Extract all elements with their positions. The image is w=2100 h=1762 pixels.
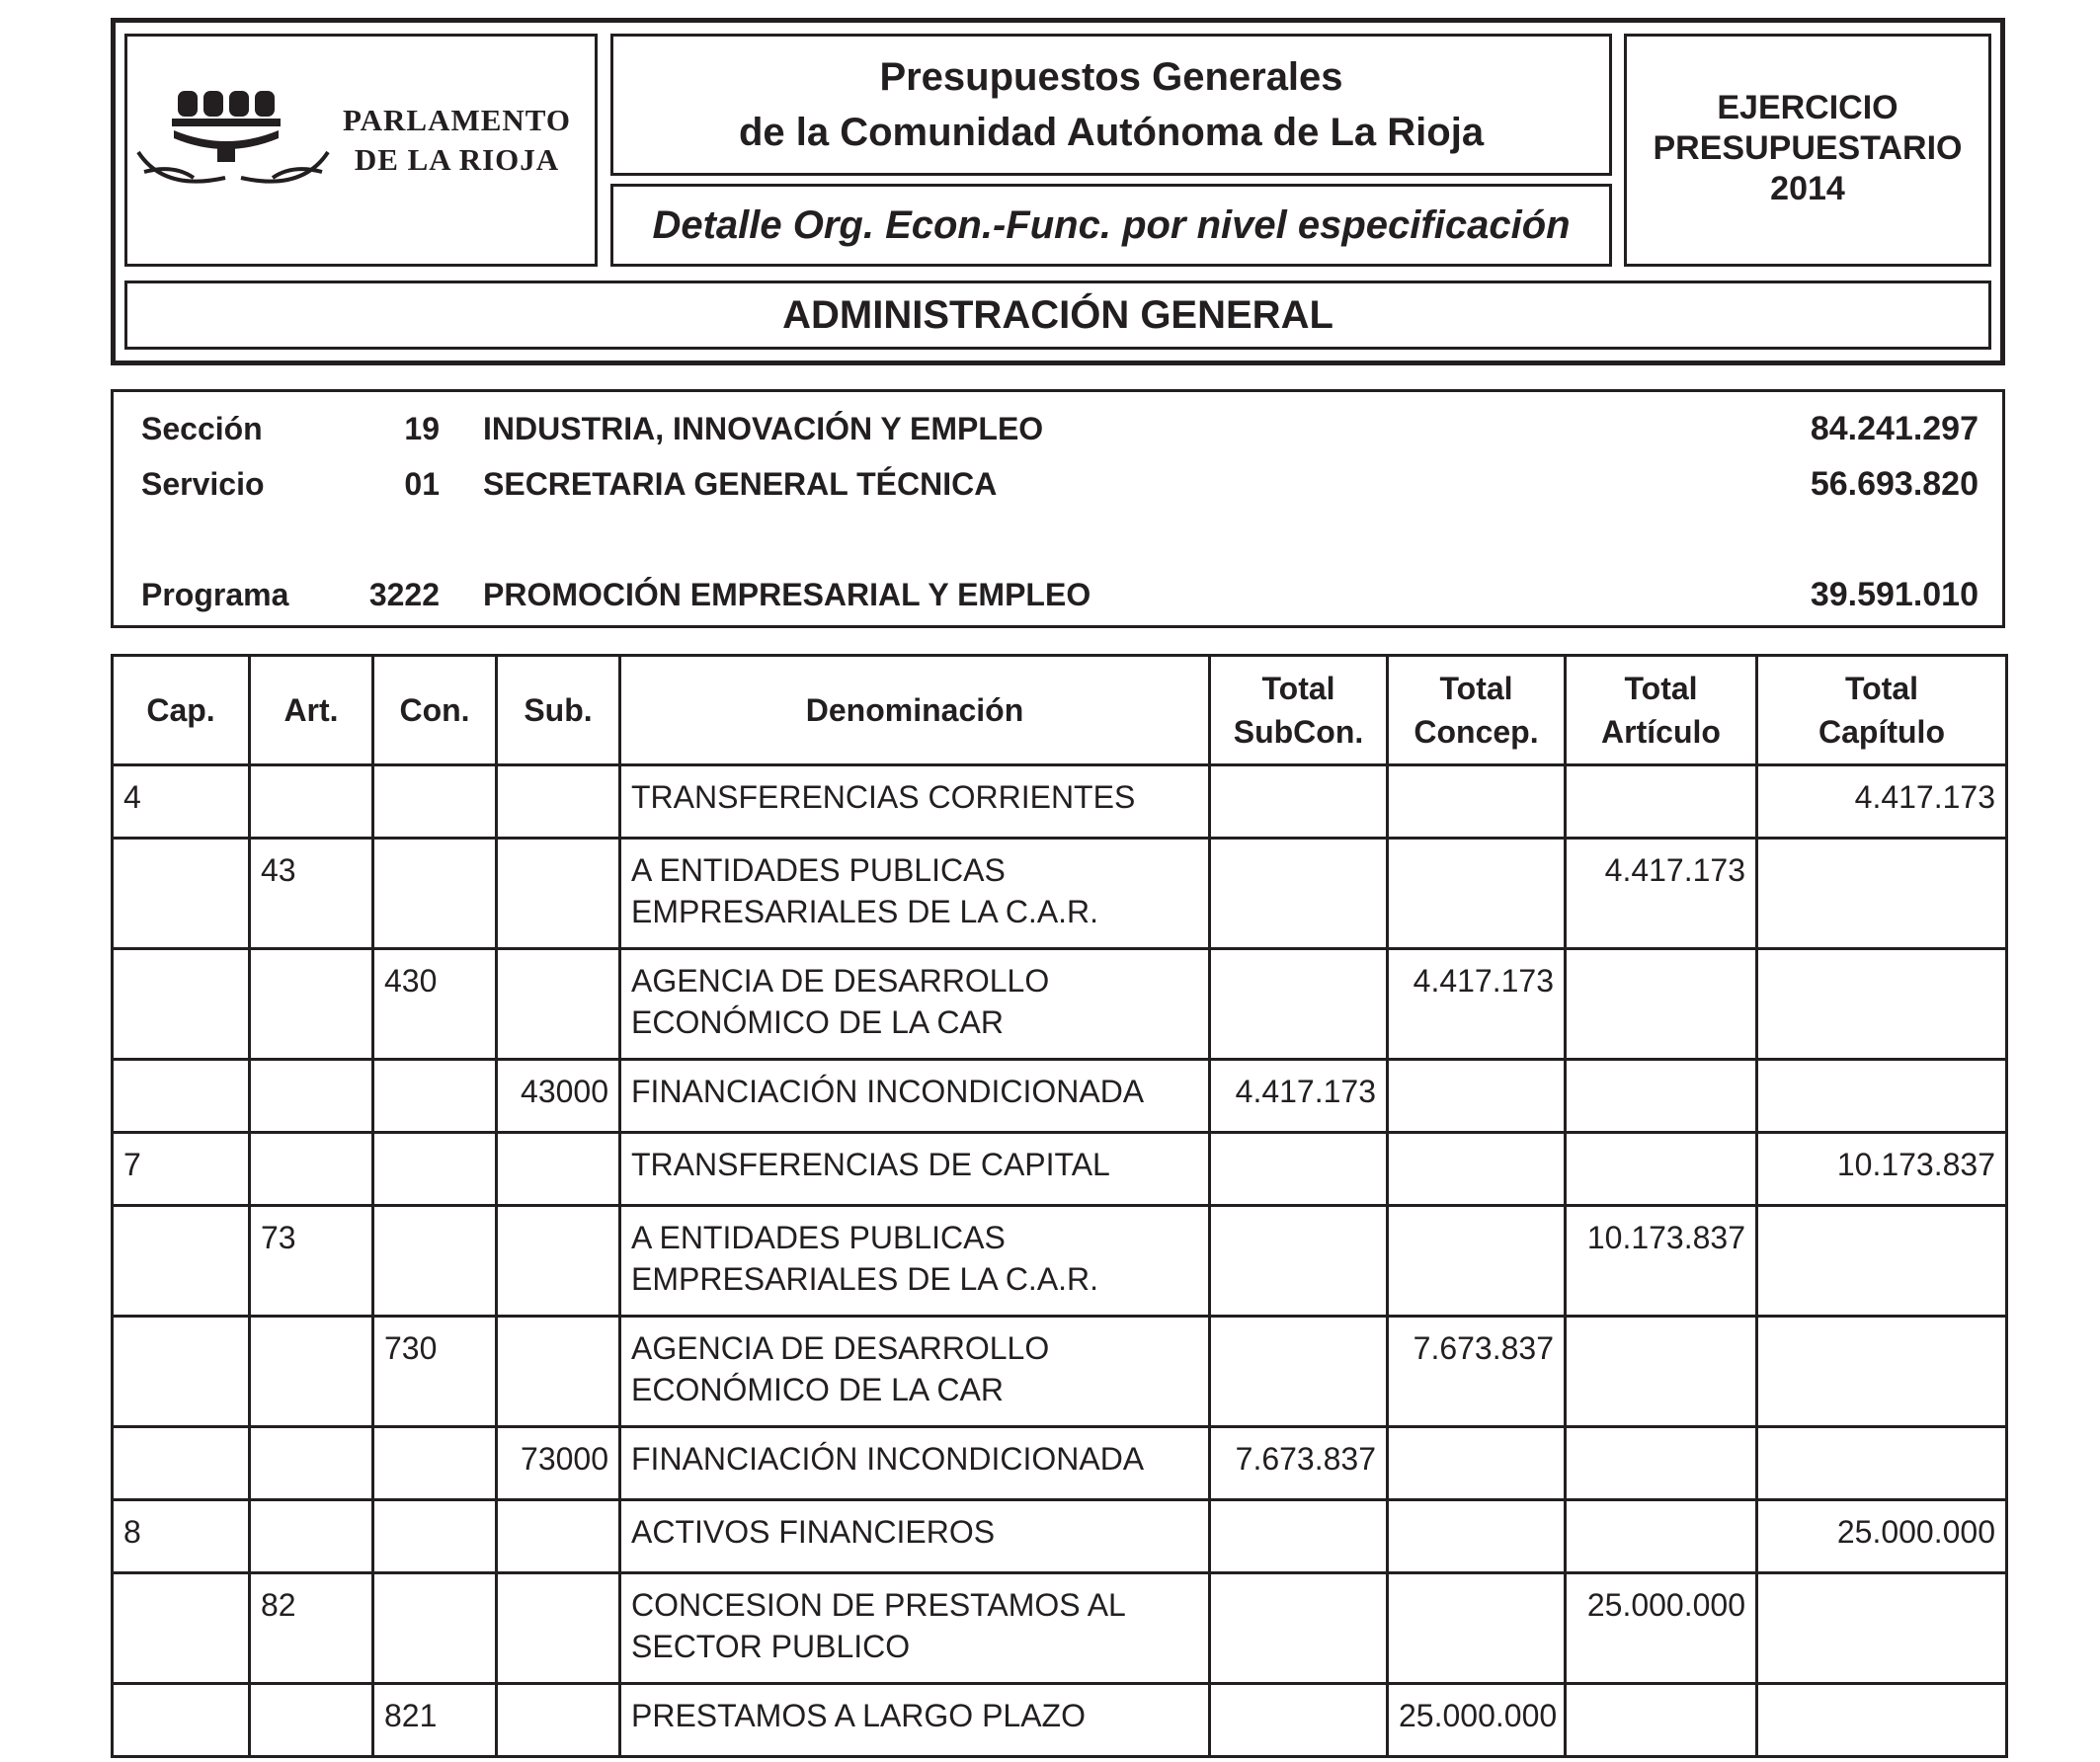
table-row <box>113 949 2007 1060</box>
cell-total-concep: 7.673.837 <box>1388 1317 1566 1427</box>
cell-total-articulo <box>1566 1133 1757 1206</box>
cell-sub <box>497 839 620 949</box>
seccion-code: 19 <box>404 411 440 446</box>
cell-total-subcon <box>1210 1573 1388 1684</box>
cell-cap <box>113 1427 250 1500</box>
cell-art <box>250 765 373 839</box>
cell-total-subcon <box>1210 1317 1388 1427</box>
cell-con <box>373 765 497 839</box>
cell-sub <box>497 1133 620 1206</box>
cell-art <box>250 1427 373 1500</box>
cell-total-subcon <box>1210 1684 1388 1757</box>
servicio-label: Servicio <box>141 466 265 502</box>
cell-total-concep <box>1388 1500 1566 1573</box>
cell-total-subcon <box>1210 1500 1388 1573</box>
cell-con <box>373 1206 497 1317</box>
cell-art <box>250 1684 373 1757</box>
cell-sub <box>497 1206 620 1317</box>
cell-cap <box>113 949 250 1060</box>
header-total-concep <box>1388 656 1566 765</box>
cell-sub <box>497 949 620 1060</box>
cell-art: 43 <box>250 839 373 949</box>
cell-con <box>373 1427 497 1500</box>
cell-cap: 7 <box>113 1133 250 1206</box>
seccion-label: Sección <box>141 411 263 446</box>
cell-cap: 8 <box>113 1500 250 1573</box>
header-con: Con. <box>373 656 497 765</box>
cell-total-capitulo <box>1757 1317 2007 1427</box>
cell-denominacion: AGENCIA DE DESARROLLO ECONÓMICO DE LA CAR <box>620 1317 1210 1427</box>
cell-total-capitulo <box>1757 949 2007 1060</box>
cell-con <box>373 1573 497 1684</box>
cell-denominacion: PRESTAMOS A LARGO PLAZO <box>620 1684 1210 1757</box>
servicio-row <box>114 459 2002 509</box>
ejercicio-line1: EJERCICIO <box>1717 89 1898 126</box>
budget-table <box>111 654 2008 1758</box>
cell-cap <box>113 1573 250 1684</box>
cell-total-subcon <box>1210 1133 1388 1206</box>
cell-total-concep: 4.417.173 <box>1388 949 1566 1060</box>
page-title-line2: de la Comunidad Autónoma de La Rioja <box>738 111 1485 154</box>
cell-cap <box>113 1206 250 1317</box>
cell-sub <box>497 1500 620 1573</box>
cell-total-concep <box>1388 1427 1566 1500</box>
cell-total-capitulo: 4.417.173 <box>1757 765 2007 839</box>
cell-total-articulo <box>1566 1427 1757 1500</box>
page-title-line1: Presupuestos Generales <box>879 55 1343 99</box>
cell-denominacion: FINANCIACIÓN INCONDICIONADA <box>620 1060 1210 1133</box>
cell-total-articulo <box>1566 1684 1757 1757</box>
cell-art <box>250 1317 373 1427</box>
programa-name: PROMOCIÓN EMPRESARIAL Y EMPLEO <box>483 577 1091 612</box>
cell-total-articulo <box>1566 949 1757 1060</box>
cell-total-subcon <box>1210 839 1388 949</box>
logo-text-line1: PARLAMENTO <box>342 103 572 137</box>
logo-text <box>336 101 578 180</box>
header-total-capitulo-line1: Total <box>1844 671 1919 706</box>
cell-total-concep <box>1388 1206 1566 1317</box>
section-summary <box>111 389 2005 628</box>
cell-con: 821 <box>373 1684 497 1757</box>
table-row <box>113 1684 2007 1757</box>
cell-sub <box>497 1684 620 1757</box>
header-total-concep-line1: Total <box>1439 671 1513 706</box>
cell-denominacion: ACTIVOS FINANCIEROS <box>620 1500 1210 1573</box>
cell-total-capitulo <box>1757 1206 2007 1317</box>
cell-cap <box>113 1317 250 1427</box>
table-row <box>113 1133 2007 1206</box>
cell-sub <box>497 765 620 839</box>
cell-denominacion: AGENCIA DE DESARROLLO ECONÓMICO DE LA CAR <box>620 949 1210 1060</box>
cell-cap <box>113 1684 250 1757</box>
header-total-subcon <box>1210 656 1388 765</box>
cell-sub: 43000 <box>497 1060 620 1133</box>
cell-total-subcon: 7.673.837 <box>1210 1427 1388 1500</box>
table-row <box>113 1206 2007 1317</box>
header-total-subcon-line1: Total <box>1261 671 1335 706</box>
cell-con <box>373 1060 497 1133</box>
cell-total-capitulo <box>1757 1060 2007 1133</box>
cell-total-subcon: 4.417.173 <box>1210 1060 1388 1133</box>
header-sub: Sub. <box>497 656 620 765</box>
admin-title: ADMINISTRACIÓN GENERAL <box>782 292 1333 337</box>
table-row <box>113 1427 2007 1500</box>
table-row <box>113 839 2007 949</box>
programa-label: Programa <box>141 577 289 612</box>
cell-total-concep <box>1388 765 1566 839</box>
cell-con <box>373 1133 497 1206</box>
cell-con <box>373 1500 497 1573</box>
cell-total-articulo <box>1566 1060 1757 1133</box>
programa-amount: 39.591.010 <box>1810 576 1979 613</box>
cell-total-articulo <box>1566 1500 1757 1573</box>
page-subtitle: Detalle Org. Econ.-Func. por nivel especificación <box>652 202 1571 247</box>
cell-total-articulo: 4.417.173 <box>1566 839 1757 949</box>
header-total-subcon-line2: SubCon. <box>1233 714 1364 750</box>
cell-total-concep <box>1388 1573 1566 1684</box>
programa-code: 3222 <box>368 577 440 612</box>
seccion-amount: 84.241.297 <box>1810 410 1979 447</box>
table-header-row <box>113 656 2007 765</box>
cell-total-subcon <box>1210 1206 1388 1317</box>
header-total-capitulo-line2: Capítulo <box>1818 714 1945 750</box>
cell-art: 82 <box>250 1573 373 1684</box>
cell-total-subcon <box>1210 949 1388 1060</box>
seccion-name: INDUSTRIA, INNOVACIÓN Y EMPLEO <box>483 411 1044 446</box>
cell-denominacion: TRANSFERENCIAS CORRIENTES <box>620 765 1210 839</box>
cell-total-articulo: 25.000.000 <box>1566 1573 1757 1684</box>
cell-total-concep <box>1388 839 1566 949</box>
header-total-articulo <box>1566 656 1757 765</box>
cell-total-capitulo <box>1757 1684 2007 1757</box>
cell-sub <box>497 1573 620 1684</box>
servicio-name: SECRETARIA GENERAL TÉCNICA <box>483 466 998 502</box>
header-art: Art. <box>250 656 373 765</box>
cell-total-capitulo <box>1757 1573 2007 1684</box>
cell-cap <box>113 839 250 949</box>
cell-total-articulo: 10.173.837 <box>1566 1206 1757 1317</box>
cell-art: 73 <box>250 1206 373 1317</box>
cell-art <box>250 1133 373 1206</box>
cell-total-articulo <box>1566 1317 1757 1427</box>
programa-row <box>114 570 2002 619</box>
table-row <box>113 1500 2007 1573</box>
parliament-logo-icon <box>134 83 332 201</box>
cell-total-concep <box>1388 1133 1566 1206</box>
header-total-articulo-line1: Total <box>1624 671 1698 706</box>
header-total-articulo-line2: Artículo <box>1601 714 1721 750</box>
header-denominacion: Denominación <box>620 656 1210 765</box>
ejercicio-year: 2014 <box>1770 170 1845 207</box>
subtitle-panel <box>610 184 1612 267</box>
cell-art <box>250 949 373 1060</box>
cell-con: 730 <box>373 1317 497 1427</box>
cell-con <box>373 839 497 949</box>
header-total-concep-line2: Concep. <box>1413 714 1539 750</box>
cell-denominacion: FINANCIACIÓN INCONDICIONADA <box>620 1427 1210 1500</box>
cell-art <box>250 1500 373 1573</box>
table-row <box>113 765 2007 839</box>
seccion-row <box>114 404 2002 453</box>
cell-total-articulo <box>1566 765 1757 839</box>
cell-con: 430 <box>373 949 497 1060</box>
cell-denominacion: A ENTIDADES PUBLICAS EMPRESARIALES DE LA C.A.R. <box>620 1206 1210 1317</box>
ejercicio-panel <box>1624 34 1991 267</box>
cell-cap <box>113 1060 250 1133</box>
cell-sub: 73000 <box>497 1427 620 1500</box>
cell-total-capitulo: 25.000.000 <box>1757 1500 2007 1573</box>
admin-panel <box>124 280 1991 350</box>
table-row <box>113 1573 2007 1684</box>
table-row <box>113 1060 2007 1133</box>
servicio-amount: 56.693.820 <box>1810 465 1979 503</box>
header-total-capitulo <box>1757 656 2007 765</box>
cell-denominacion: TRANSFERENCIAS DE CAPITAL <box>620 1133 1210 1206</box>
cell-sub <box>497 1317 620 1427</box>
cell-denominacion: A ENTIDADES PUBLICAS EMPRESARIALES DE LA C.A.R. <box>620 839 1210 949</box>
cell-total-capitulo: 10.173.837 <box>1757 1133 2007 1206</box>
cell-art <box>250 1060 373 1133</box>
table-row <box>113 1317 2007 1427</box>
cell-total-capitulo <box>1757 1427 2007 1500</box>
logo-text-line2: DE LA RIOJA <box>354 142 560 177</box>
ejercicio-line2: PRESUPUESTARIO <box>1653 129 1963 167</box>
cell-total-concep <box>1388 1060 1566 1133</box>
header-cap: Cap. <box>113 656 250 765</box>
servicio-code: 01 <box>404 466 440 502</box>
title-panel <box>610 34 1612 176</box>
cell-total-concep: 25.000.000 <box>1388 1684 1566 1757</box>
cell-total-subcon <box>1210 765 1388 839</box>
cell-cap: 4 <box>113 765 250 839</box>
cell-denominacion: CONCESION DE PRESTAMOS AL SECTOR PUBLICO <box>620 1573 1210 1684</box>
cell-total-capitulo <box>1757 839 2007 949</box>
